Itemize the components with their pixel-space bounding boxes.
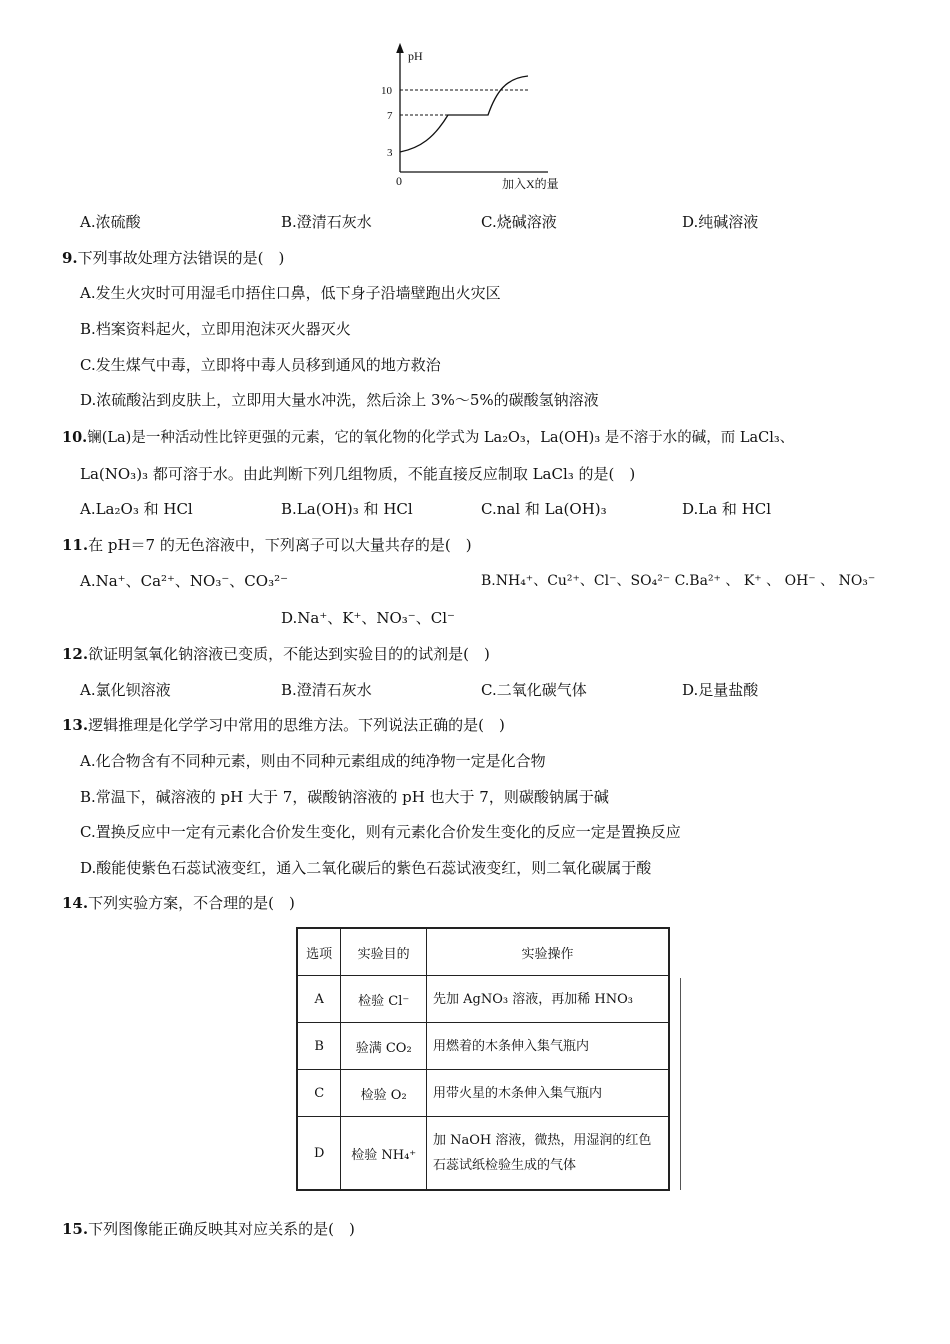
q10-option-c[interactable]: C.nal 和 La(OH)₃ [481, 500, 607, 518]
table-cell: 用燃着的木条伸入集气瓶内 [427, 1023, 669, 1070]
question-stem: 下列图像能正确反映其对应关系的是( ) [88, 1220, 355, 1238]
table-row [297, 1117, 669, 1191]
question-15 [62, 1218, 355, 1239]
q13-option-d[interactable]: D.酸能使紫色石蕊试液变红，通入二氧化碳后的紫色石蕊试液变红，则二氧化碳属于酸 [80, 859, 652, 877]
question-9 [62, 247, 284, 268]
question-number: 10. [62, 429, 88, 446]
question-stem: 欲证明氢氧化钠溶液已变质，不能达到实验目的的试剂是( ) [88, 645, 490, 663]
q10-option-d[interactable]: D.La 和 HCl [682, 500, 772, 518]
table-header: 选项 [297, 928, 341, 976]
q9-option-a[interactable]: A.发生火灾时可用湿毛巾捂住口鼻，低下身子沿墙壁跑出火灾区 [80, 284, 501, 302]
question-14 [62, 892, 295, 913]
table-cell: C [297, 1070, 341, 1117]
table-cell: 检验 O₂ [341, 1070, 427, 1117]
question-stem: 在 pH＝7 的无色溶液中，下列离子可以大量共存的是( ) [88, 536, 472, 554]
question-10-stem-line2: La(NO₃)₃ 都可溶于水。由此判断下列几组物质，不能直接反应制取 LaCl₃ 的是( ) [80, 465, 636, 483]
table-cell: 检验 NH₄⁺ [341, 1117, 427, 1191]
table-row [297, 976, 669, 1023]
table-cell: 加 NaOH 溶液，微热，用湿润的红色石蕊试纸检验生成的气体 [427, 1117, 669, 1191]
table-header: 实验目的 [341, 928, 427, 976]
table-cell: 验满 CO₂ [341, 1023, 427, 1070]
ph-curve-chart [378, 42, 593, 202]
q8-option-a[interactable]: A.浓硫酸 [80, 213, 141, 231]
y-tick-7: 7 [387, 110, 393, 122]
question-number: 13. [62, 716, 89, 734]
question-number: 12. [62, 645, 89, 663]
q13-option-a[interactable]: A.化合物含有不同种元素，则由不同种元素组成的纯净物一定是化合物 [80, 752, 546, 770]
question-11 [62, 534, 472, 555]
question-number: 14. [62, 894, 89, 912]
q9-option-b[interactable]: B.档案资料起火，立即用泡沫灭火器灭火 [80, 320, 351, 338]
y-tick-10: 10 [381, 85, 392, 97]
y-axis-label: pH [408, 49, 423, 63]
origin-label: 0 [396, 174, 402, 188]
q13-option-c[interactable]: C.置换反应中一定有元素化合价发生变化，则有元素化合价发生变化的反应一定是置换反应 [80, 823, 681, 841]
q9-option-c[interactable]: C.发生煤气中毒，立即将中毒人员移到通风的地方救治 [80, 356, 441, 374]
table-cell: 先加 AgNO₃ 溶液，再加稀 HNO₃ [427, 976, 669, 1023]
x-axis-label: 加入X的量 [502, 177, 559, 191]
q8-option-d[interactable]: D.纯碱溶液 [682, 213, 759, 231]
table-header-row [297, 928, 669, 976]
scan-edge-line [680, 978, 681, 1190]
table-cell: D [297, 1117, 341, 1191]
table-cell: A [297, 976, 341, 1023]
q8-option-c[interactable]: C.烧碱溶液 [481, 213, 557, 231]
experiment-table [296, 927, 670, 1191]
question-stem-line1: 镧(La)是一种活动性比锌更强的元素，它的氧化物的化学式为 La₂O₃，La(OH)₃ 是不溶于水的碱，而 LaCl₃、 [87, 430, 795, 446]
table-cell: B [297, 1023, 341, 1070]
q12-option-c[interactable]: C.二氧化碳气体 [481, 681, 587, 699]
q12-option-b[interactable]: B.澄清石灰水 [281, 681, 372, 699]
table-cell: 用带火星的木条伸入集气瓶内 [427, 1070, 669, 1117]
ph-curve [400, 76, 528, 152]
table-row [297, 1070, 669, 1117]
q9-option-d[interactable]: D.浓硫酸沾到皮肤上，立即用大量水冲洗，然后涂上 3%～5%的碳酸氢钠溶液 [80, 391, 599, 409]
question-stem: 下列事故处理方法错误的是( ) [77, 249, 285, 267]
q13-option-b[interactable]: B.常温下，碱溶液的 pH 大于 7，碳酸钠溶液的 pH 也大于 7，则碳酸钠属于碱 [80, 788, 609, 806]
question-13 [62, 714, 505, 735]
question-number: 15. [62, 1220, 89, 1238]
table-header: 实验操作 [427, 928, 669, 976]
table-row [297, 1023, 669, 1070]
q10-option-a[interactable]: A.La₂O₃ 和 HCl [80, 500, 193, 518]
q11-option-b-c[interactable]: B.NH₄⁺、Cu²⁺、Cl⁻、SO₄²⁻ C.Ba²⁺ 、 K⁺ 、 OH⁻ 、 NO₃⁻ [481, 573, 876, 589]
question-10 [62, 426, 794, 447]
question-stem: 逻辑推理是化学学习中常用的思维方法。下列说法正确的是( ) [88, 716, 505, 734]
question-12 [62, 643, 490, 664]
question-number: 9. [62, 249, 78, 267]
q8-option-b[interactable]: B.澄清石灰水 [281, 213, 372, 231]
question-stem: 下列实验方案，不合理的是( ) [88, 894, 295, 912]
table-cell: 检验 Cl⁻ [341, 976, 427, 1023]
y-tick-3: 3 [387, 147, 393, 159]
q10-option-b[interactable]: B.La(OH)₃ 和 HCl [281, 500, 413, 518]
q11-option-a[interactable]: A.Na⁺、Ca²⁺、NO₃⁻、CO₃²⁻ [80, 572, 289, 590]
q11-option-d[interactable]: D.Na⁺、K⁺、NO₃⁻、Cl⁻ [281, 609, 455, 627]
q12-option-d[interactable]: D.足量盐酸 [682, 681, 759, 699]
q12-option-a[interactable]: A.氯化钡溶液 [80, 681, 171, 699]
question-number: 11. [62, 536, 89, 554]
